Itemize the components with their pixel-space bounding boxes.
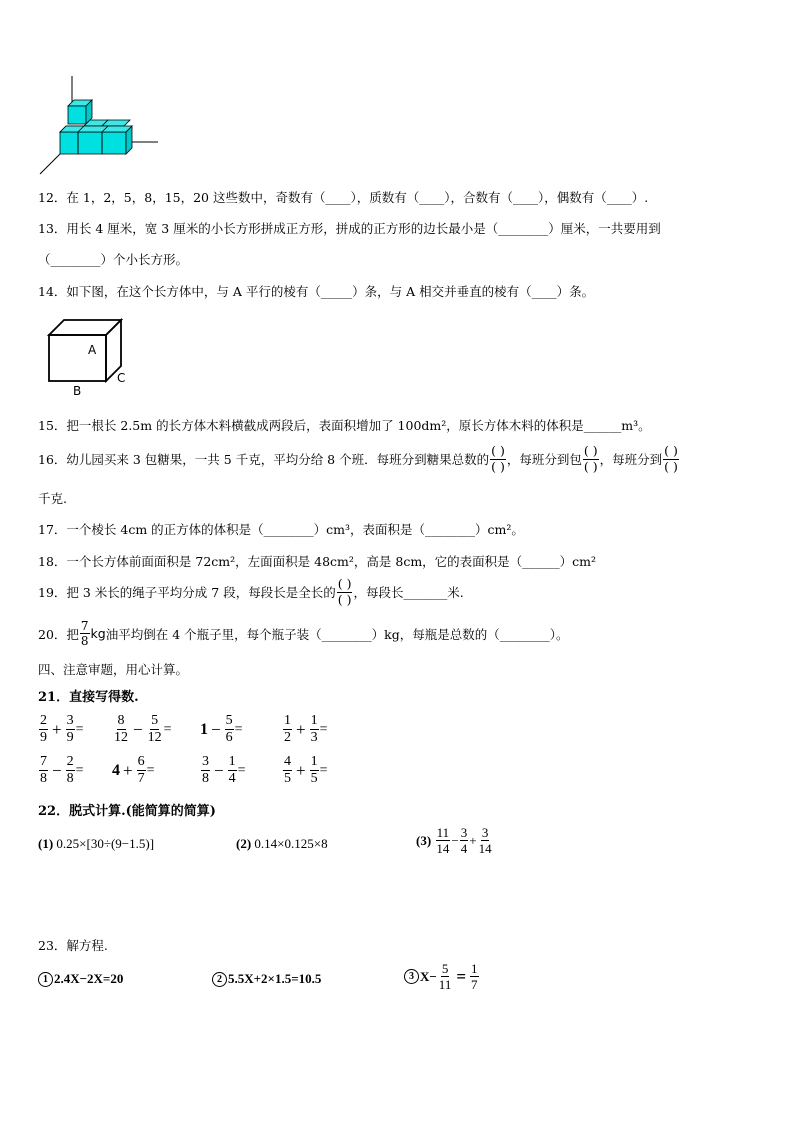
- question-14: 14．如下图，在这个长方体中，与 A 平行的棱有（_____）条，与 A 相交并垂直的棱有（____）条。: [38, 284, 595, 299]
- q19-part1: 19．把 3 米长的绳子平均分成 7 段，每段长是全长的: [38, 585, 336, 600]
- q22-expr-1: 0.25×[30÷(9−1.5)]: [56, 836, 155, 851]
- q22-part-3: (3) $\frac{11}{14}$ − $\frac{3}{4}$ + $\frac{3}{14}$: [416, 825, 492, 856]
- q21-item-4: $\frac{1}{2}$ + $\frac{1}{3}$ =: [284, 713, 328, 745]
- q20-unit: kg: [90, 626, 106, 641]
- q23-equation-2: 2 5.5X+2×1.5=10.5: [212, 971, 321, 987]
- q22-part-1: (1) 0.25×[30÷(9−1.5)]: [38, 836, 155, 851]
- q19-fraction: $\frac{( )}{( )}$: [337, 576, 352, 607]
- q22-expr-2: 0.14×0.125×8: [254, 836, 328, 851]
- cuboid-label-a: A: [88, 343, 97, 357]
- q21-item-1: $\frac{2}{9}$ + $\frac{3}{9}$ =: [40, 713, 84, 745]
- q16-fraction-3: $\frac{( )}{( )}$: [664, 443, 678, 474]
- q16-part3: ，每班分到: [599, 452, 663, 467]
- q23-equation-3: 3 X− $\frac{5}{11}$ = $\frac{1}{7}$: [404, 962, 480, 991]
- q23-title: 23．解方程.: [38, 938, 108, 953]
- q20-fraction: $\frac{7}{8}$: [80, 619, 89, 648]
- question-19: [38, 578, 464, 606]
- q20-part1: 20．把: [38, 626, 79, 642]
- circle-number-2: 2: [212, 972, 227, 987]
- q16-part1: 16．幼儿园买来 3 包糖果，一共 5 千克，平均分给 8 个班．每班分到糖果总数的: [38, 452, 490, 467]
- section-4-title: 四、注意审题，用心计算。: [38, 662, 189, 677]
- circle-number-1: 1: [38, 972, 53, 987]
- question-13-line2: （________）个小长方形。: [38, 252, 189, 267]
- q16-fraction-2: $\frac{( )}{( )}$: [583, 443, 598, 474]
- q21-item-6: 4 + $\frac{6}{7}$ =: [112, 754, 155, 786]
- cuboid-label-b: B: [73, 384, 82, 398]
- question-17: 17．一个棱长 4cm 的正方体的体积是（________）cm³，表面积是（________）cm²。: [38, 522, 524, 537]
- circle-number-3: 3: [404, 969, 419, 984]
- q16-part2: ，每班分到包: [506, 452, 582, 467]
- question-18: 18．一个长方体前面面积是 72cm²，左面面积是 48cm²，高是 8cm，它的表面积是（______）cm²: [38, 554, 597, 569]
- q23-equation-1: 1 2.4X−2X=20: [38, 971, 123, 987]
- q21-item-7: $\frac{3}{8}$ − $\frac{1}{4}$ =: [202, 754, 246, 786]
- q21-item-8: $\frac{4}{5}$ + $\frac{1}{5}$ =: [284, 754, 328, 786]
- q22-part-2: (2) 0.14×0.125×8: [236, 836, 328, 851]
- q20-part2: 油平均倒在 4 个瓶子里，每个瓶子装（________）kg，每瓶是总数的（________）。: [105, 626, 569, 642]
- question-16-line2: 千克.: [38, 491, 67, 506]
- q21-item-2: $\frac{8}{12}$ − $\frac{5}{12}$ =: [114, 713, 172, 745]
- cube-stack-figure: [38, 76, 162, 176]
- cuboid-label-c: C: [117, 371, 126, 385]
- q19-part2: ，每段长_______米.: [353, 585, 464, 600]
- q21-item-3: 1 − $\frac{5}{6}$ =: [200, 713, 243, 745]
- question-20: [38, 620, 568, 647]
- question-16: [38, 445, 680, 473]
- question-15: 15．把一根长 2.5m 的长方体木料横截成两段后，表面积增加了 100dm²，原长方体木料的体积是______m³。: [38, 418, 651, 433]
- q16-fraction-1: $\frac{( )}{( )}$: [491, 443, 505, 474]
- question-12: 12．在 1，2，5，8，15，20 这些数中，奇数有（____），质数有（____），合数有（____），偶数有（____）.: [38, 190, 649, 205]
- question-13-line1: 13．用长 4 厘米，宽 3 厘米的小长方形拼成正方形，拼成的正方形的边长最小是（________）厘米，一共要用到: [38, 221, 661, 236]
- q22-title: 22．脱式计算.(能简算的简算): [38, 804, 216, 819]
- q21-item-5: $\frac{7}{8}$ − $\frac{2}{8}$ =: [40, 754, 84, 786]
- cuboid-figure: [44, 316, 130, 398]
- q21-title: 21．直接写得数.: [38, 690, 139, 705]
